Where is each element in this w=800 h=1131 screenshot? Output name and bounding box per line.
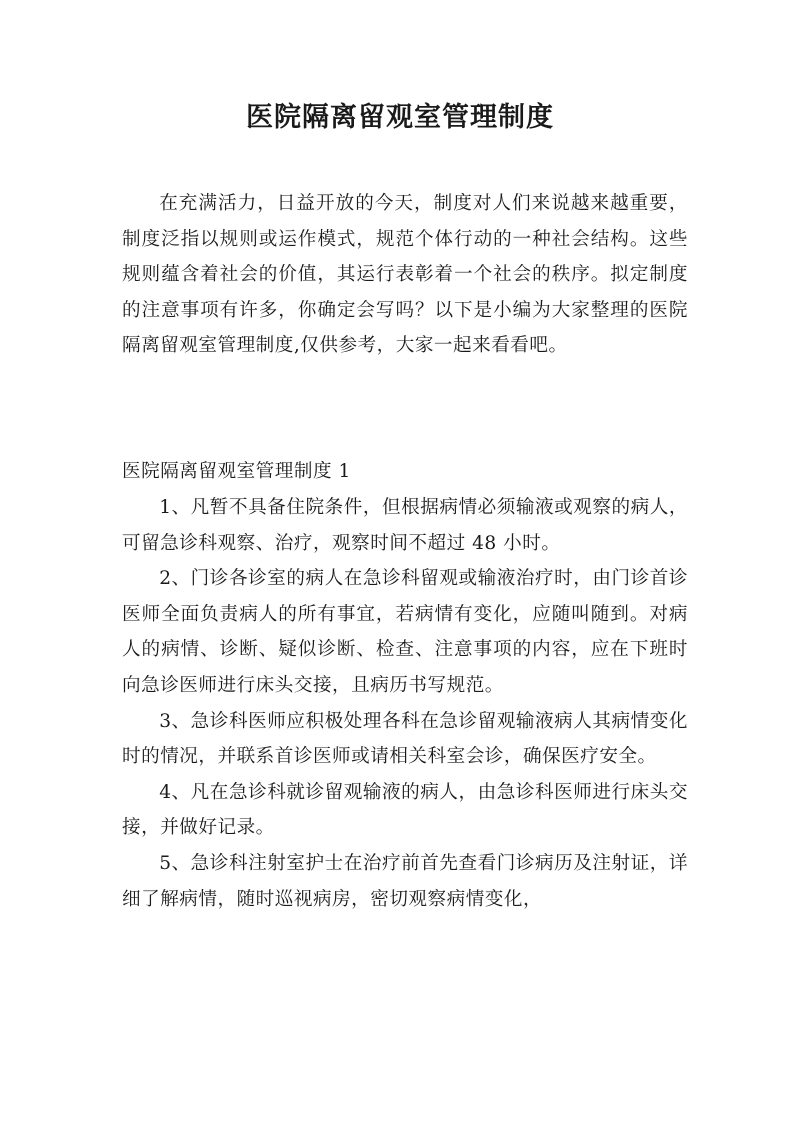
section-heading: 医院隔离留观室管理制度 1 [122, 461, 351, 482]
list-item: 3、急诊科医师应积极处理各科在急诊留观输液病人其病情变化时的情况，并联系首诊医师或请相关科室会诊，确保医疗安全。 [122, 710, 688, 768]
list-item: 2、门诊各诊室的病人在急诊科留观或输液治疗时，由门诊首诊医师全面负责病人的所有事宜，若病情有变化，应随叫随到。对病人的病情、诊断、疑似诊断、检查、注意事项的内容，应在下班时向急诊医师进行床头交接，且病历书写规范。 [122, 568, 688, 696]
document-title: 医院隔离留观室管理制度 [246, 102, 554, 133]
list-item: 5、急诊科注射室护士在治疗前首先查看门诊病历及注射证，详细了解病情，随时巡视病房，密切观察病情变化， [122, 852, 688, 910]
item-list [122, 490, 688, 917]
intro-paragraph: 在充满活力，日益开放的今天，制度对人们来说越来越重要，制度泛指以规则或运作模式，规范个体行动的一种社会结构。这些规则蕴含着社会的价值，其运行表彰着一个社会的秩序。拟定制度的注意事项有许多，你确定会写吗？以下是小编为大家整理的医院隔离留观室管理制度,仅供参考，大家一起来看看吧。 [122, 193, 688, 357]
list-item: 1、凡暂不具备住院条件，但根据病情必须输液或观察的病人，可留急诊科观察、治疗，观察时间不超过 48 小时。 [122, 497, 688, 554]
list-item: 4、凡在急诊科就诊留观输液的病人，由急诊科医师进行床头交接，并做好记录。 [122, 781, 688, 839]
